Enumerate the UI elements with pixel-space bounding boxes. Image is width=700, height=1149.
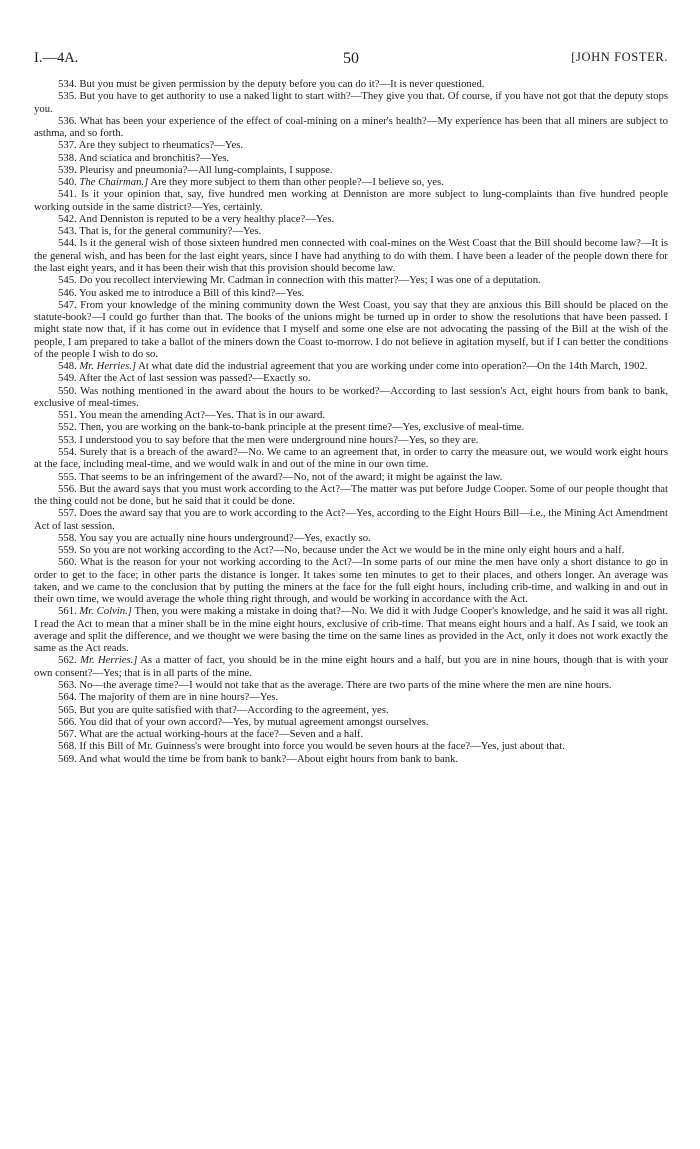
speaker-label: Mr. Colvin.] [79, 605, 132, 618]
question-number: 544. [58, 237, 77, 250]
question-number: 564. [58, 691, 77, 704]
question-answer-text: What has been your experience of the effect of coal-mining on a miner's health?—My experience has been that all miners are subject to asthma, and so forth. [34, 114, 668, 140]
question-number: 568. [58, 740, 77, 753]
question-paragraph [34, 471, 668, 483]
question-paragraph [34, 360, 668, 372]
question-number: 560. [58, 556, 77, 569]
question-answer-text: What is the reason for your not working according to the Act?—In some parts of our mine the men have only a short distance to go in order to get to the face; in other parts the distance is longer. It takes some ten minutes to get to their places, and others longer. An average was taken, and we came to the conclusion that by putting the miners at the face for the full eight hours, including crib-time, and walking in and out in their own time, we would average the whole thing right through, and would be working in accordance with the Act. [34, 556, 668, 606]
question-paragraph [34, 78, 668, 90]
question-number: 549. [58, 372, 77, 385]
question-paragraph [34, 385, 668, 410]
question-answer-text: And sciatica and bronchitis?—Yes. [78, 151, 230, 164]
question-number: 566. [58, 715, 77, 728]
question-paragraph [34, 176, 668, 188]
question-paragraph [34, 213, 668, 225]
question-number: 546. [58, 286, 77, 299]
question-number: 556. [58, 482, 77, 495]
question-answer-text: Is it the general wish of those sixteen hundred men connected with coal-mines on the West Coast that the Bill should become law?—It is the general wish, and has been for the last eight years, since I have had anything to do with them. I have been a leader of the people down there for the last eight years, and it has been their wish that this provision should become law. [34, 237, 668, 274]
question-answer-text: You say you are actually nine hours underground?—Yes, exactly so. [78, 531, 371, 544]
question-number: 565. [58, 703, 77, 716]
question-paragraph [34, 716, 668, 728]
question-paragraph [34, 728, 668, 740]
question-paragraph [34, 704, 668, 716]
question-number: 562. [58, 654, 77, 667]
question-number: 534. [58, 78, 77, 90]
question-number: 541. [58, 188, 77, 201]
question-answer-text: You mean the amending Act?—Yes. That is in our award. [78, 409, 326, 422]
question-answer-text: No—the average time?—I would not take that as the average. There are two parts of the mine where the men are nine hours. [79, 679, 612, 692]
question-answer-text: The majority of them are in nine hours?—Yes. [79, 691, 279, 704]
question-answer-text: From your knowledge of the mining community down the West Coast, you say that they are anxious this Bill should be placed on the statute-book?—I could go further than that. The books of the unions might be turned up in order to show the resolutions that have been passed. I might state now that, if it has come out in evidence that I myself and some one else are not advocating the passing of the Bill at the wish of the people, I am prepared to take a ballot of the miners down the Coast to-morrow. I do not believe in agitation myself, but if I can better the conditions of the people I wish to do so. [34, 298, 669, 360]
question-number: 540. [58, 176, 77, 189]
question-number: 561. [58, 605, 77, 618]
question-answer-text: But you are quite satisfied with that?—According to the agreement, yes. [79, 703, 389, 716]
question-number: 554. [58, 445, 77, 458]
question-answer-text: But the award says that you must work according to the Act?—The matter was put before Judge Cooper. Some of our people thought that the thing could not be done, but he said that it could be done. [34, 482, 668, 508]
question-paragraph [34, 446, 668, 471]
question-paragraph [34, 90, 668, 115]
question-paragraph [34, 299, 668, 360]
question-number: 569. [58, 752, 77, 765]
question-number: 542. [58, 212, 77, 225]
question-answer-text: After the Act of last session was passed?—Exactly so. [78, 372, 311, 385]
question-number: 537. [58, 139, 77, 152]
question-paragraph [34, 237, 668, 274]
question-number: 555. [58, 470, 77, 483]
question-paragraph [34, 188, 668, 213]
question-answer-text: Do you recollect interviewing Mr. Cadman in connection with this matter?—Yes; I was one of a deputation. [79, 274, 541, 287]
question-answer-text: You asked me to introduce a Bill of this kind?—Yes. [78, 286, 305, 299]
question-number: 559. [58, 544, 77, 557]
question-answer-text: At what date did the industrial agreement that you are working under come into operation?—On the 14th March, 1902. [138, 360, 648, 373]
question-paragraph [34, 225, 668, 237]
question-paragraph [34, 421, 668, 433]
question-answer-text: But you have to get authority to use a naked light to start with?—They give you that. Of course, if you have not got that the deputy stops you. [34, 90, 669, 115]
question-answer-text: Surely that is a breach of the award?—No. We came to an agreement that, in order to carry the measure out, we would work eight hours at the face, including meal-time, and we would walk in and out of the mine in our own time. [34, 445, 668, 471]
question-paragraph [34, 152, 668, 164]
page-number: 50 [343, 50, 359, 67]
question-number: 567. [58, 728, 77, 741]
question-paragraph [34, 691, 668, 703]
question-paragraph [34, 434, 668, 446]
question-answer-text: Does the award say that you are to work according to the Act?—Yes, according to the Eight Hours Bill—i.e., the Mining Act Amendment Act of last session. [34, 507, 668, 532]
question-number: 547. [58, 298, 77, 311]
question-answer-text: And what would the time be from bank to bank?—About eight hours from bank to bank. [78, 752, 459, 765]
question-answer-text: As a matter of fact, you should be in the mine eight hours and a half, but you are in nine hours, though that is with your own consent?—Yes; that is in all parts of the mine. [34, 654, 669, 679]
question-paragraph [34, 274, 668, 286]
question-number: 535. [58, 90, 77, 103]
evidence-text [34, 78, 668, 765]
witness-name: [JOHN FOSTER. [571, 50, 668, 64]
question-number: 553. [58, 433, 77, 446]
question-number: 536. [58, 114, 77, 127]
question-answer-text: Was nothing mentioned in the award about the hours to be worked?—According to last session's Act, eight hours from bank to bank, exclusive of meal-times. [34, 384, 668, 409]
question-answer-text: Then, you are working on the bank-to-bank principle at the present time?—Yes, exclusive of meal-time. [79, 421, 525, 434]
page-header [34, 50, 668, 72]
question-paragraph [34, 654, 668, 679]
question-paragraph [34, 507, 668, 532]
question-number: 548. [58, 360, 77, 373]
question-number: 552. [58, 421, 77, 434]
document-reference: I.—4A. [34, 50, 79, 66]
question-paragraph [34, 115, 668, 140]
question-paragraph [34, 372, 668, 384]
question-answer-text: Is it your opinion that, say, five hundred men working at Denniston are more subject to lung-complaints than five hundred people working outside in the same district?—Yes, certainly. [34, 188, 669, 213]
question-answer-text: Pleurisy and pneumonia?—All lung-complaints, I suppose. [79, 163, 333, 176]
question-paragraph [34, 532, 668, 544]
question-number: 545. [58, 274, 77, 287]
question-answer-text: But you must be given permission by the deputy before you can do it?—It is never questioned. [79, 78, 485, 90]
question-paragraph [34, 483, 668, 508]
question-answer-text: I understood you to say before that the men were underground nine hours?—Yes, so they are. [79, 433, 479, 446]
question-paragraph [34, 287, 668, 299]
question-paragraph [34, 753, 668, 765]
speaker-label: The Chairman.] [79, 176, 149, 189]
question-answer-text: Are they subject to rheumatics?—Yes. [78, 139, 244, 152]
question-paragraph [34, 605, 668, 654]
question-paragraph [34, 679, 668, 691]
question-paragraph [34, 409, 668, 421]
question-number: 539. [58, 163, 77, 176]
question-paragraph [34, 740, 668, 752]
question-answer-text: You did that of your own accord?—Yes, by mutual agreement amongst ourselves. [78, 715, 429, 728]
question-answer-text: If this Bill of Mr. Guinness's were brought into force you would be seven hours at the face?—Yes, just about that. [79, 740, 565, 753]
question-paragraph [34, 164, 668, 176]
question-answer-text: That is, for the general community?—Yes. [79, 225, 262, 238]
question-answer-text: What are the actual working-hours at the face?—Seven and a half. [79, 728, 364, 741]
question-number: 558. [58, 531, 77, 544]
question-paragraph [34, 556, 668, 605]
question-number: 563. [58, 679, 77, 692]
question-number: 551. [58, 409, 77, 422]
question-number: 538. [58, 151, 77, 164]
question-number: 557. [58, 507, 77, 520]
question-paragraph [34, 544, 668, 556]
question-answer-text: So you are not working according to the Act?—No, because under the Act we would be in the mine only eight hours and a half. [79, 544, 625, 557]
question-answer-text: Are they more subject to them than other people?—I believe so, yes. [150, 176, 444, 189]
question-answer-text: Then, you were making a mistake in doing that?—No. We did it with Judge Cooper's knowledge, and he said it was all right. I read the Act to mean that a miner shall be in the mine eight hours, exclusive of crib-time. That means eight hours and a half. As I said, we took an average and split the difference, and we thought we were basing the time on the same lines as provided in the Act, only it does not work exactly the same as the Act reads. [34, 605, 669, 655]
question-answer-text: And Denniston is reputed to be a very healthy place?—Yes. [78, 212, 335, 225]
question-paragraph [34, 139, 668, 151]
speaker-label: Mr. Herries.] [79, 360, 137, 373]
question-number: 543. [58, 225, 77, 238]
question-answer-text: That seems to be an infringement of the award?—No, not of the award; it might be against the law. [79, 470, 503, 483]
speaker-label: Mr. Herries.] [80, 654, 138, 667]
question-number: 550. [58, 384, 77, 397]
